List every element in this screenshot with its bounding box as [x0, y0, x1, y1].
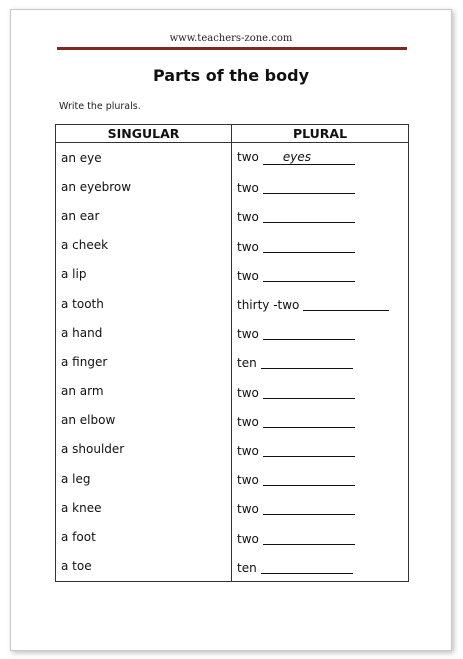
table-row	[56, 231, 409, 260]
answer-blank[interactable]	[263, 531, 355, 545]
answer-blank[interactable]	[263, 501, 355, 515]
plural-cell	[232, 522, 409, 551]
plurals-table	[55, 124, 409, 582]
plural-prefix: two	[237, 473, 259, 488]
page-title: Parts of the body	[152, 66, 310, 85]
plural-prefix: two	[237, 210, 259, 225]
answer-blank[interactable]	[303, 297, 389, 311]
singular-word: a hand	[61, 325, 103, 340]
header-divider	[57, 47, 407, 50]
table-row	[56, 406, 409, 435]
answer-blank[interactable]	[261, 355, 353, 369]
table-row	[56, 347, 409, 376]
plural-prefix: two	[237, 531, 259, 546]
plural-cell	[232, 435, 409, 464]
table-row	[56, 493, 409, 522]
singular-word: a foot	[61, 530, 96, 545]
table-row	[56, 435, 409, 464]
singular-word: a leg	[61, 471, 91, 486]
singular-word: a cheek	[61, 238, 109, 253]
table-row	[56, 552, 409, 582]
table-row	[56, 377, 409, 406]
plural-prefix: two	[237, 443, 259, 458]
plural-prefix: two	[237, 327, 259, 342]
plural-cell	[232, 464, 409, 493]
singular-word: an eye	[61, 150, 102, 165]
singular-cell	[56, 552, 232, 582]
singular-word: a tooth	[61, 296, 104, 311]
answer-blank[interactable]	[263, 326, 355, 340]
answer-blank[interactable]	[263, 414, 355, 428]
singular-word: a toe	[61, 559, 92, 574]
answer-blank[interactable]	[263, 180, 355, 194]
answer-blank[interactable]	[263, 268, 355, 282]
plural-cell	[232, 377, 409, 406]
table-row	[56, 260, 409, 289]
answer-blank[interactable]	[261, 560, 353, 574]
table-row	[56, 289, 409, 318]
singular-word: an ear	[61, 208, 100, 223]
singular-cell	[56, 143, 232, 173]
instruction-text: Write the plurals.	[59, 101, 141, 112]
table-row	[56, 172, 409, 201]
plural-cell	[232, 143, 409, 173]
singular-word: a lip	[61, 267, 87, 282]
column-header-plural: PLURAL	[232, 125, 409, 143]
singular-cell	[56, 464, 232, 493]
singular-word: a finger	[61, 354, 108, 369]
table-row	[56, 201, 409, 230]
table-row	[56, 522, 409, 551]
answer-blank[interactable]	[263, 239, 355, 253]
answer-blank[interactable]	[263, 472, 355, 486]
table-row	[56, 143, 409, 173]
plural-cell	[232, 318, 409, 347]
table-row	[56, 464, 409, 493]
table-row	[56, 318, 409, 347]
singular-cell	[56, 289, 232, 318]
singular-cell	[56, 260, 232, 289]
plural-cell	[232, 552, 409, 582]
plural-cell	[232, 493, 409, 522]
plural-prefix: two	[237, 239, 259, 254]
plural-prefix: two	[237, 414, 259, 429]
plural-cell	[232, 172, 409, 201]
singular-cell	[56, 172, 232, 201]
singular-word: an elbow	[61, 413, 116, 428]
plural-prefix: two	[237, 385, 259, 400]
plural-answer[interactable]: eyes	[263, 150, 355, 165]
singular-cell	[56, 406, 232, 435]
site-url: www.teachers-zone.com	[169, 33, 293, 44]
plural-prefix: two	[237, 268, 259, 283]
plural-cell	[232, 289, 409, 318]
answer-blank[interactable]	[263, 385, 355, 399]
table-header-row	[56, 125, 409, 143]
plural-prefix: two	[237, 502, 259, 517]
singular-cell	[56, 347, 232, 376]
plural-prefix: two	[237, 181, 259, 196]
plural-prefix: two	[237, 150, 259, 165]
answer-blank[interactable]	[263, 209, 355, 223]
singular-cell	[56, 201, 232, 230]
table-body	[56, 143, 409, 582]
singular-cell	[56, 318, 232, 347]
singular-cell	[56, 231, 232, 260]
singular-cell	[56, 377, 232, 406]
plural-prefix: thirty -two	[237, 298, 300, 313]
worksheet-page	[10, 9, 452, 651]
singular-word: a knee	[61, 500, 102, 515]
singular-word: an eyebrow	[61, 179, 132, 194]
plural-cell	[232, 260, 409, 289]
plural-prefix: ten	[237, 356, 257, 371]
singular-cell	[56, 493, 232, 522]
plural-cell	[232, 406, 409, 435]
plural-cell	[232, 347, 409, 376]
singular-cell	[56, 522, 232, 551]
singular-cell	[56, 435, 232, 464]
singular-word: an arm	[61, 384, 104, 399]
plural-cell	[232, 231, 409, 260]
plural-prefix: ten	[237, 560, 257, 575]
answer-blank[interactable]	[263, 443, 355, 457]
singular-word: a shoulder	[61, 442, 125, 457]
plural-cell	[232, 201, 409, 230]
column-header-singular: SINGULAR	[56, 125, 232, 143]
